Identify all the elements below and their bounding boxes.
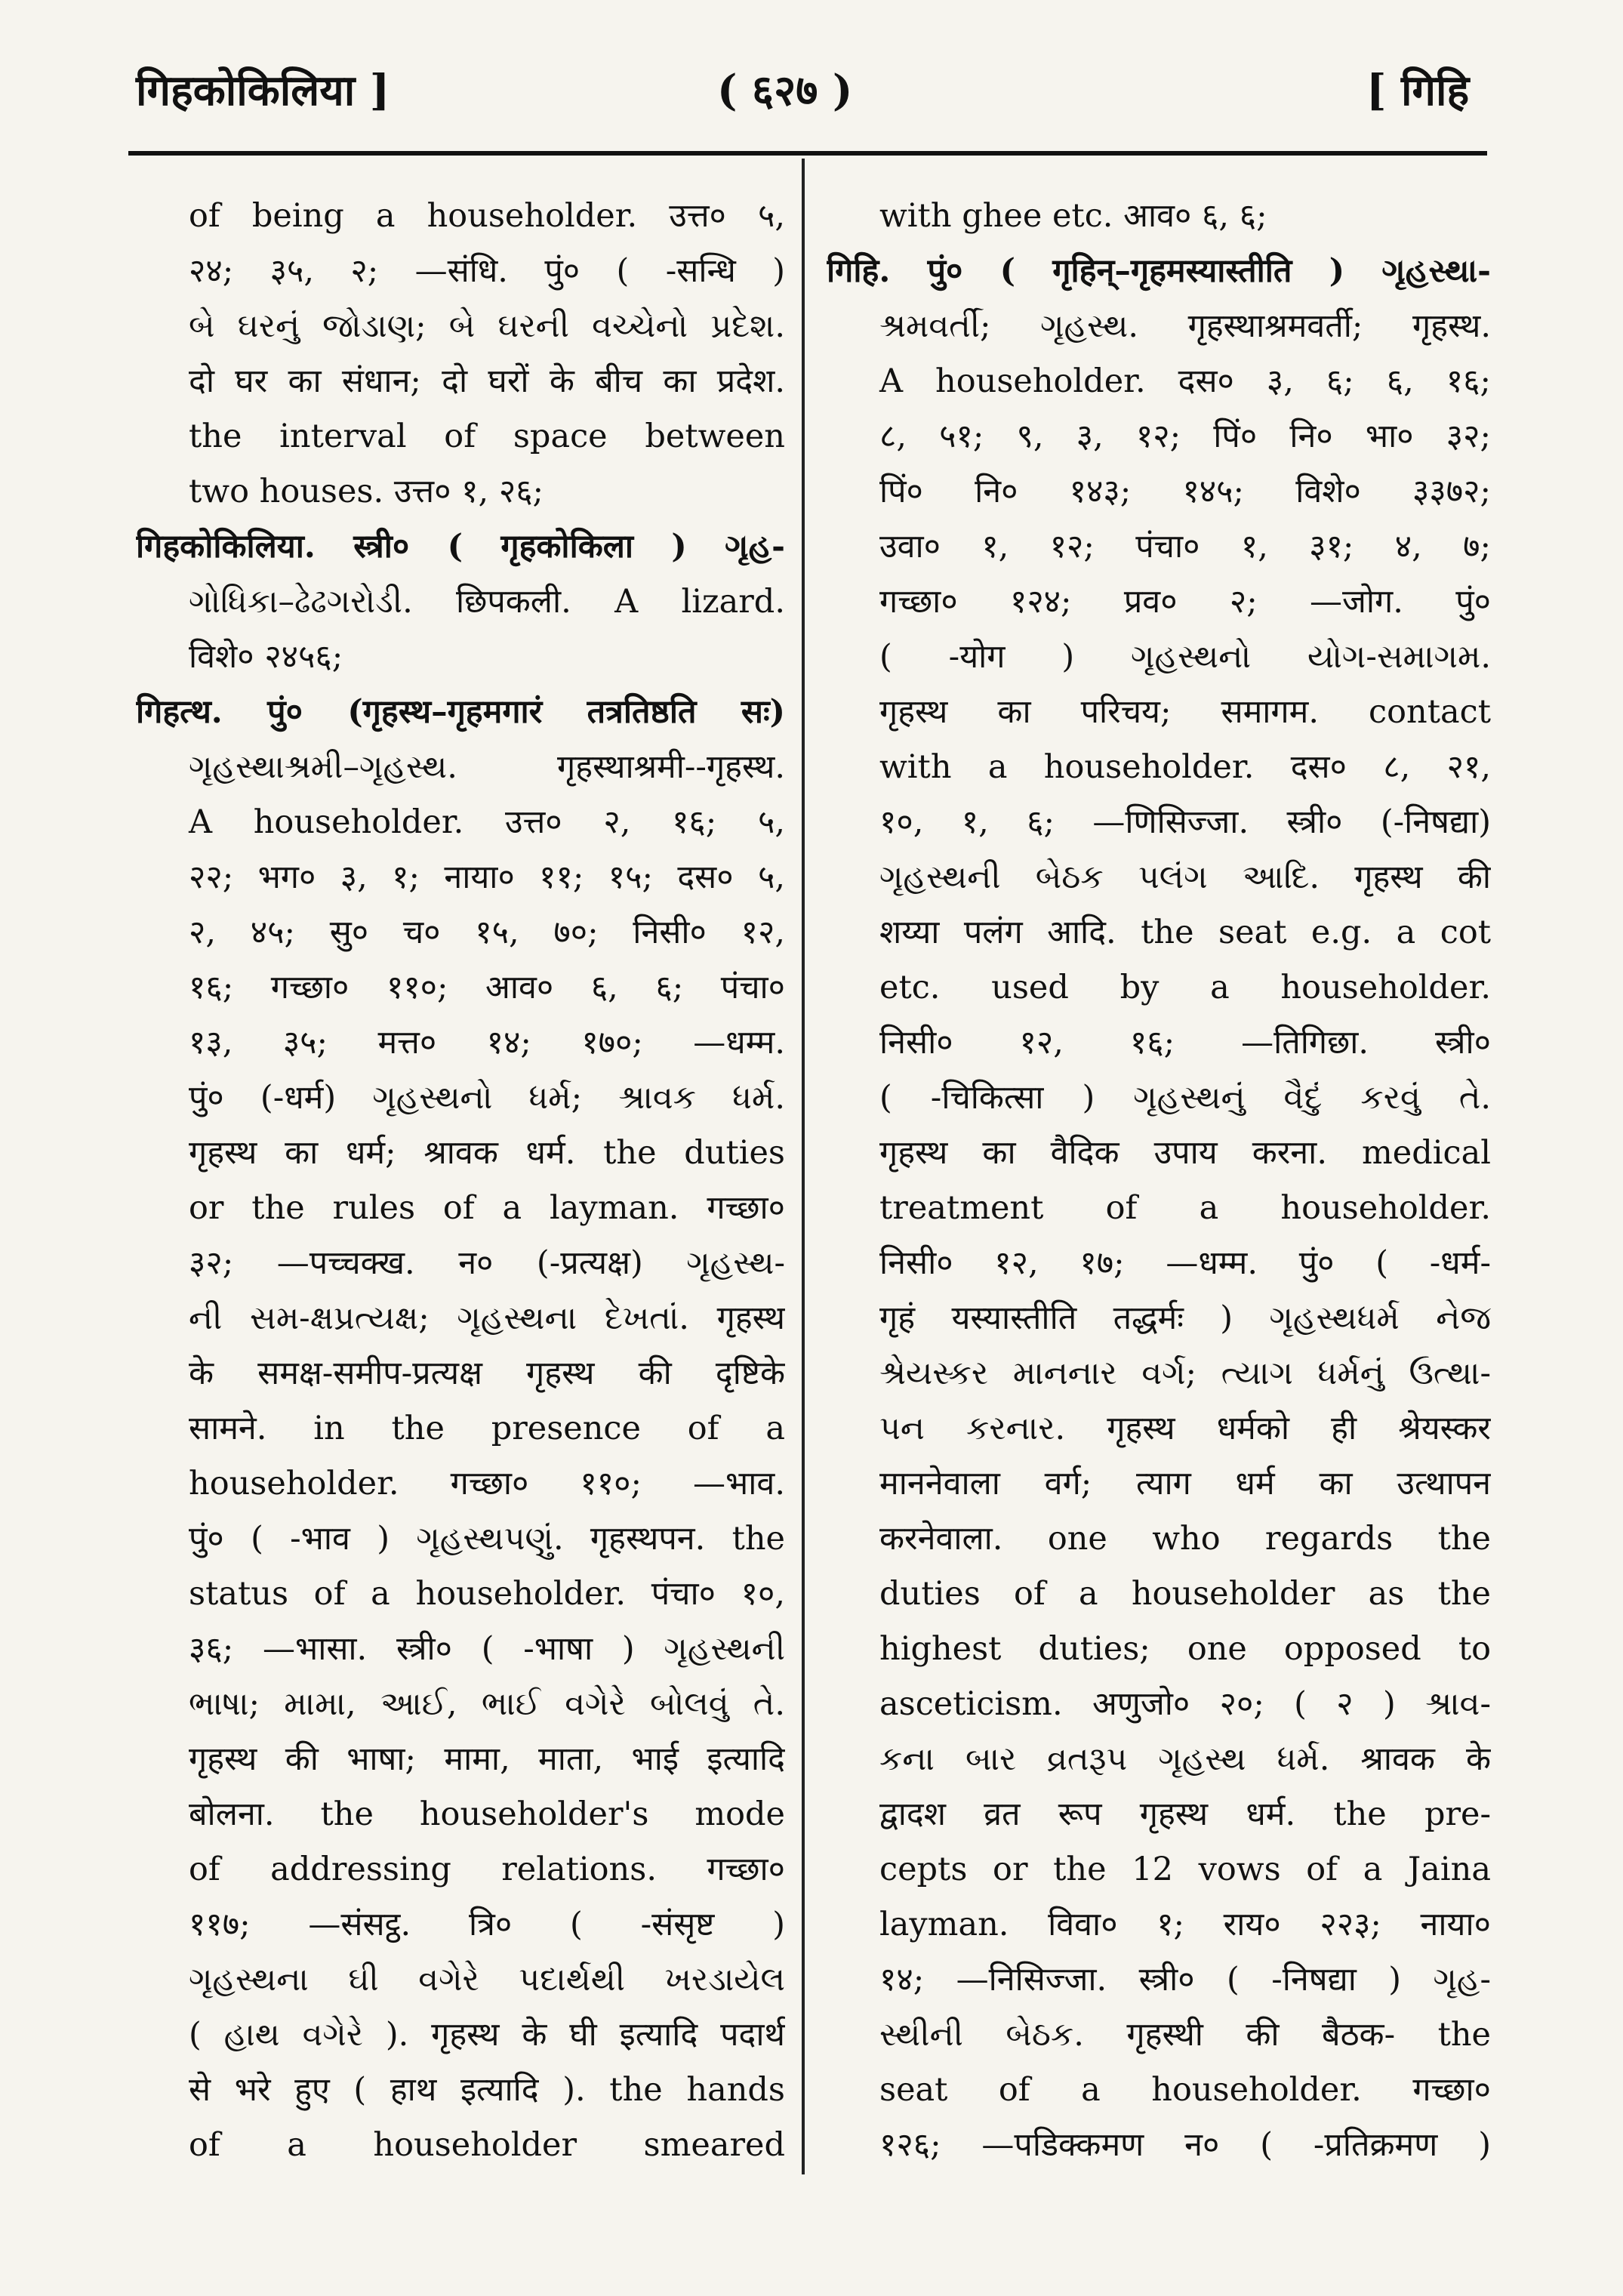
header-right-headword: [ गिहि	[1366, 66, 1470, 116]
entry-line: द्वादश व्रत रूप गृहस्थ धर्म. the pre-	[879, 1795, 1491, 1833]
headword-line: गिहकोकिलिया. स्त्री० ( गृहकोकिला ) ગૃહ-	[136, 528, 785, 566]
entry-line: highest duties; one opposed to	[879, 1630, 1491, 1668]
page-number: ( ६२७ )	[717, 66, 853, 116]
entry-line: ની સમ-ક્ષપ્રત્યક્ષ; ગૃહસ્થના દેખતાં. गृहस्थ	[189, 1299, 785, 1337]
entry-line: of a householder smeared	[189, 2126, 785, 2164]
entry-line: of addressing relations. गच्छा०	[189, 1851, 785, 1888]
entry-line: duties of a householder as the	[879, 1575, 1491, 1613]
entry-line: निसी० १२, १६; —तिगिछा. स्त्री०	[879, 1024, 1491, 1062]
entry-line: with ghee etc. आव० ६, ६;	[879, 197, 1267, 235]
header-left-headword: गिहकोकिलिया ]	[136, 66, 390, 116]
entry-line: શ્રમવર્તી; ગૃહસ્થ. गृहस्थाश्रमवर्ती; गृहस्थ.	[879, 307, 1491, 345]
headword-line: गिहि. पुं० ( गृहिन्–गृहमस्यास्तीति ) ગૃહસ્થા-	[827, 252, 1491, 290]
entry-line: શ્રેયસ્કર માનનાર વર્ગ; ત્યાગ ધર્મનું ઉત્થા-	[879, 1354, 1491, 1392]
entry-line: ( -चिकित्सा ) ગૃહસ્થનું વૈદું કરવું તે.	[879, 1079, 1491, 1117]
entry-line: दो घर का संधान; दो घरों के बीच का प्रदेश.	[189, 362, 785, 400]
entry-line: २२; भग० ३, १; नाया० ११; १५; दस० ५,	[189, 858, 785, 896]
entry-line: १६; गच्छा० ११०; आव० ६, ६; पंचा०	[189, 969, 785, 1006]
entry-line: निसी० १२, १७; —धम्म. पुं० ( -धर्म-	[879, 1244, 1491, 1282]
entry-line: ગૃહસ્થના ઘી વગેરે પદાર્થથી ખરડાયેલ	[189, 1961, 785, 1999]
column-divider	[802, 159, 805, 2174]
entry-line: गृहस्थ की भाषा; मामा, माता, भाई इत्यादि	[189, 1740, 785, 1778]
right-column	[827, 189, 1491, 2173]
entry-line: गृहं यस्यास्तीति तद्धर्मः ) ગૃહસ્થધર્મ નેજ	[879, 1299, 1491, 1337]
entry-line: ( -योग ) ગૃહસ્થનો યોગ-સમાગમ.	[879, 638, 1491, 676]
entry-line: બે ઘરનું જોડાણ; બે ઘરની વચ્ચેનો પ્રદેશ.	[189, 307, 785, 345]
entry-line: २, ४५; सु० च० १५, ७०; निसी० १२,	[189, 914, 785, 951]
entry-line: ગૃહસ્થની બેઠક પલંગ આદિ. गृहस्थ की	[879, 858, 1491, 896]
entry-line: ११७; —संसट्ठ. त्रि० ( -संसृष्ट )	[189, 1906, 785, 1943]
entry-line: સ્થીની બેઠક. गृहस्थी की बैठक- the	[879, 2016, 1491, 2054]
entry-line: बोलना. the householder's mode	[189, 1795, 785, 1833]
entry-line: उवा० १, १२; पंचा० १, ३१; ४, ७;	[879, 528, 1491, 566]
header-rule	[128, 151, 1487, 156]
page-header	[0, 45, 1623, 136]
entry-line: गृहस्थ का वैदिक उपाय करना. medical	[879, 1134, 1491, 1172]
entry-line: or the rules of a layman. गच्छा०	[189, 1189, 785, 1227]
entry-line: १२६; —पडिक्कमण न० ( -प्रतिक्रमण )	[879, 2126, 1491, 2164]
entry-line: status of a householder. पंचा० १०,	[189, 1575, 785, 1613]
entry-line: के समक्ष-समीप-प्रत्यक्ष गृहस्थ की दृष्टिके	[189, 1354, 785, 1392]
entry-line: ( હાથ વગેરે ). गृहस्थ के घी इत्यादि पदार्थ	[189, 2016, 785, 2054]
entry-line: householder. गच्छा० ११०; —भाव.	[189, 1465, 785, 1502]
entry-line: layman. विवा० १; राय० २२३; नाया०	[879, 1906, 1491, 1943]
entry-line: with a householder. दस० ८, २१,	[879, 748, 1491, 786]
entry-line: etc. used by a householder.	[879, 969, 1491, 1006]
entry-line: १४; —निसिज्जा. स्त्री० ( -निषद्या ) ગૃહ-	[879, 1961, 1491, 1999]
entry-line: गृहस्थ का परिचय; समागम. contact	[879, 693, 1491, 731]
entry-line: माननेवाला वर्ग; त्याग धर्म का उत्थापन	[879, 1465, 1491, 1502]
entry-line: ३२; —पच्चक्ख. न० (-प्रत्यक्ष) ગૃહસ્થ-	[189, 1244, 785, 1282]
entry-line: ગૃહસ્થાશ્રમી–ગૃહસ્થ. गृहस्थाश्रमी--गृहस्थ.	[189, 748, 785, 786]
entry-line: two houses. उत्त० १, २६;	[189, 473, 544, 510]
left-column	[136, 189, 785, 2173]
entry-line: ३६; —भासा. स्त्री० ( -भाषा ) ગૃહસ્થની	[189, 1630, 785, 1668]
entry-line: विशे० २४५६;	[189, 638, 343, 676]
entry-line: ભાષા; મામા, આઈ, ભાઈ વગેરે બોલવું તે.	[189, 1685, 785, 1723]
entry-line: ८, ५१; ९, ३, १२; पिं० नि० भा० ३२;	[879, 418, 1491, 455]
entry-line: पिं० नि० १४३; १४५; विशे० ३३७२;	[879, 473, 1491, 510]
entry-line: કના બાર વ્રતરૂપ ગૃહસ્થ ધર્મ. श्रावक के	[879, 1740, 1491, 1778]
entry-line: करनेवाला. one who regards the	[879, 1520, 1491, 1558]
entry-line: गृहस्थ का धर्म; श्रावक धर्म. the duties	[189, 1134, 785, 1172]
entry-line: the interval of space between	[189, 418, 785, 455]
entry-line: ગોધિકા–ઢેઢગરોડી. छिपकली. A lizard.	[189, 583, 785, 621]
entry-line: seat of a householder. गच्छा०	[879, 2071, 1491, 2109]
entry-line: २४; ३५, २; —संधि. पुं० ( -सन्धि )	[189, 252, 785, 290]
entry-line: पुं० ( -भाव ) ગૃહસ્થપણું. गृहस्थपन. the	[189, 1520, 785, 1558]
entry-line: A householder. दस० ३, ६; ६, १६;	[879, 362, 1491, 400]
entry-line: १३, ३५; मत्त० १४; १७०; —धम्म.	[189, 1024, 785, 1062]
entry-line: से भरे हुए ( हाथ इत्यादि ). the hands	[189, 2071, 785, 2109]
entry-line: गच्छा० १२४; प्रव० २; —जोग. पुं०	[879, 583, 1491, 621]
entry-line: પન કરનાર. गृहस्थ धर्मको ही श्रेयस्कर	[879, 1410, 1491, 1447]
headword-line: गिहत्थ. पुं० (गृहस्थ–गृहमगारं तत्रतिष्ठति सः)	[136, 693, 785, 731]
entry-line: of being a householder. उत्त० ५,	[189, 197, 785, 235]
entry-line: cepts or the 12 vows of a Jaina	[879, 1851, 1491, 1888]
entry-line: १०, १, ६; —णिसिज्जा. स्त्री० (-निषद्या)	[879, 803, 1491, 841]
entry-line: A householder. उत्त० २, १६; ५,	[189, 803, 785, 841]
entry-line: शय्या पलंग आदि. the seat e.g. a cot	[879, 914, 1491, 951]
entry-line: सामने. in the presence of a	[189, 1410, 785, 1447]
entry-line: पुं० (-धर्म) ગૃહસ્થનો ધર્મ; શ્રાવક ધર્મ.	[189, 1079, 785, 1117]
entry-line: treatment of a householder.	[879, 1189, 1491, 1227]
entry-line: asceticism. अणुजो० २०; ( २ ) શ્રાવ-	[879, 1685, 1491, 1723]
